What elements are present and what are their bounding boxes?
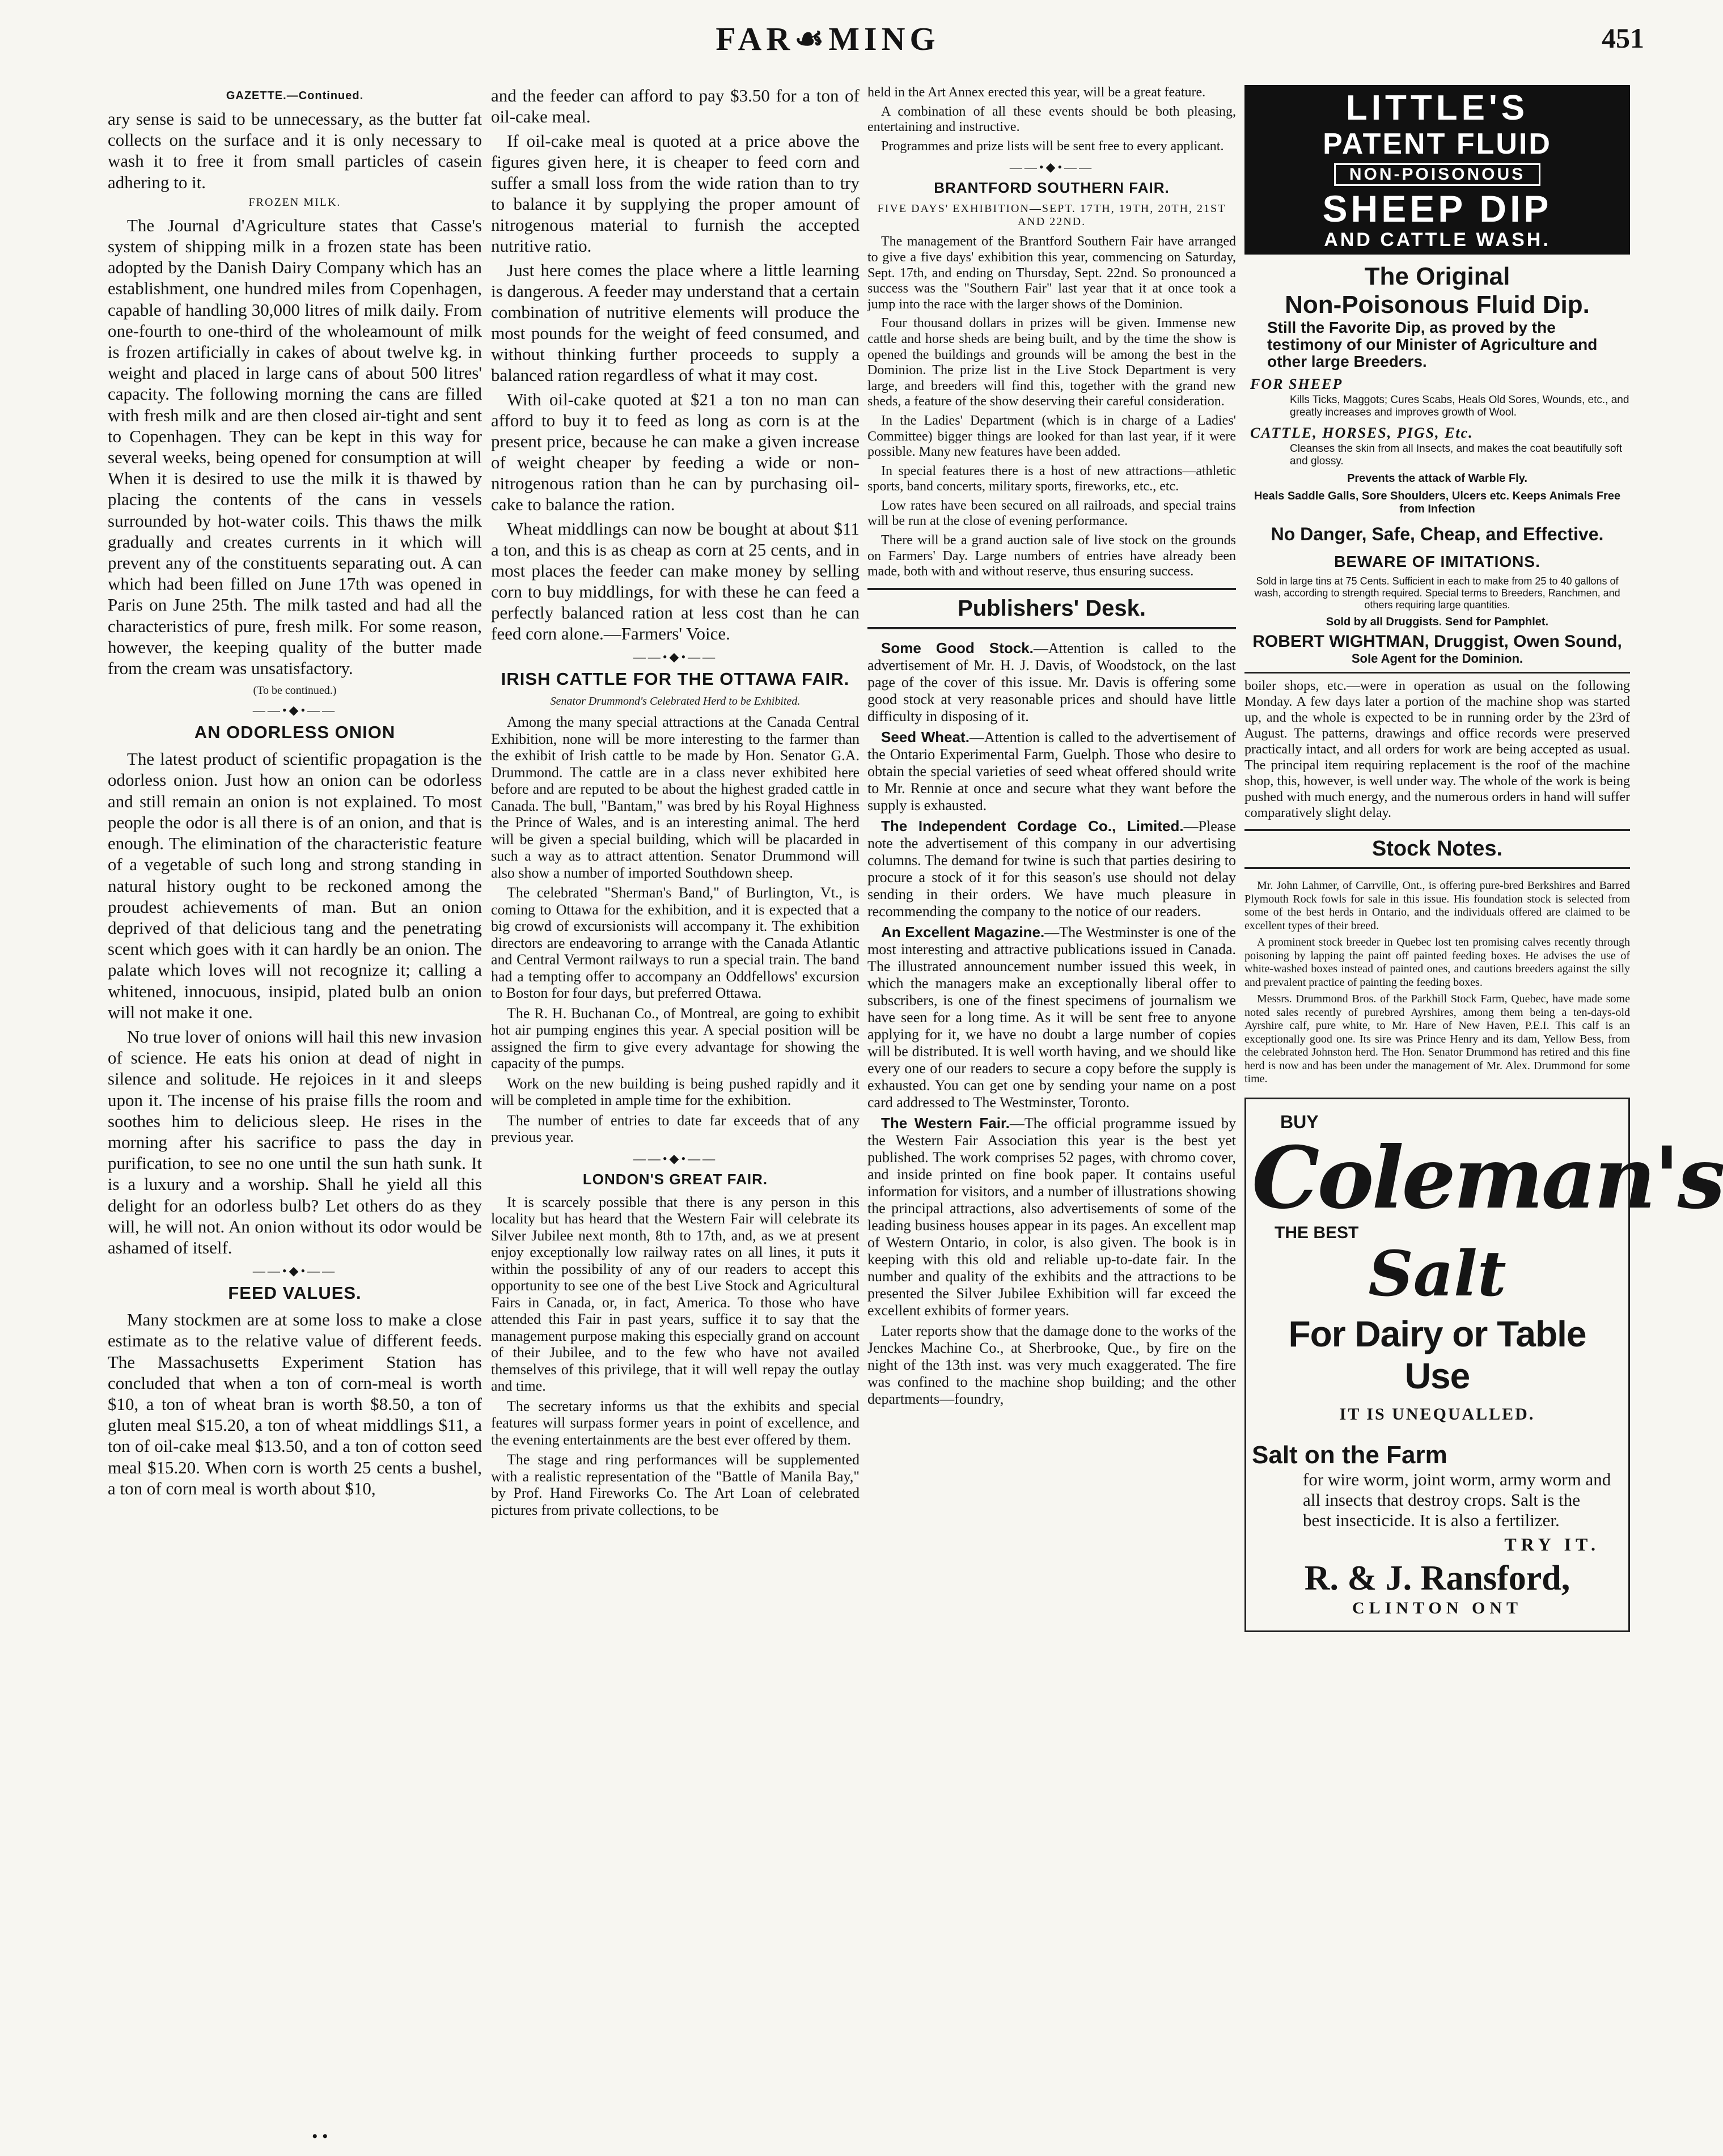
pub-item-lead: The Western Fair. bbox=[881, 1114, 1010, 1132]
divider: ——•◆•—— bbox=[633, 1151, 718, 1166]
to-be-continued: (To be continued.) bbox=[253, 684, 337, 697]
brantford-paragraph-5: Low rates have been secured on all railroads, and special trains will be run at the close of evening performance. bbox=[867, 498, 1236, 529]
ad-buy: BUY bbox=[1280, 1111, 1319, 1132]
london-paragraph-1: It is scarcely possible that there is any person in this locality but has heard that the Western Fair will celebrate its Silver Jubilee next month, 8th to 17th, and, as we at present enjoy exceptionally low railway rates on all lines, it puts it within the possibility of any of our readers to accept this opportunity to see one of the best Live Stock and Agricultural Fairs in Canada, or, in fact, America. To those who have attended this Fair in past years, suffice it to say that the management purpose making this especially grand on account of their Jubilee, and to the few who have not availed themselves of this privilege, that it will well repay the outlay and time. bbox=[491, 1193, 860, 1394]
irish-paragraph-4: Work on the new building is being pushed rapidly and it will be completed in ample time for the exhibition. bbox=[491, 1075, 860, 1108]
page-header bbox=[0, 19, 1656, 65]
ad-sheep-text: Kills Ticks, Maggots; Cures Scabs, Heals Old Sores, Wounds, etc., and greatly increases and improves growth of Wool. bbox=[1290, 394, 1629, 418]
programmes-paragraph: Programmes and prize lists will be sent free to every applicant. bbox=[881, 138, 1224, 154]
feed-values-paragraph: Many stockmen are at some loss to make a close estimate as to the relative value of different feeds. The Massachusetts Experiment Station has concluded that when a ton of corn-meal is worth $10, a ton of wheat bran is worth $8.50, a ton of gluten meal $15.20, a ton of wheat middlings $11, a ton of oil-cake meal $13.50, and a ton of cotton seed meal $15.20. When corn is worth 25 cents a bushel, a ton of corn meal is worth about $10, bbox=[108, 1310, 482, 1498]
pub-item-body: —Attention is called to the advertisement of the Ontario Experimental Farm, Guelph. Those who desire to obtain the special varieties of seed wheat offered should write to Mr. Rennie at once and secure what they want before the supply is exhausted. bbox=[867, 728, 1236, 814]
jenckes-paragraph: Later reports show that the damage done to the works of the Jenckes Machine Co., at Sherbrooke, Que., by fire on the night of the 13th inst. was very much exaggerated. The fire was confined to the machine shop building; and the other departments—foundry, bbox=[867, 1322, 1236, 1407]
irish-paragraph-1: Among the many special attractions at the Canada Central Exhibition, none will be more interesting to the farmer than the exhibit of Irish cattle to be made by Hon. Senator G.A. Drummond. The cattle are in a class never exhibited here before and are reputed to be about the highest graded cattle in Canada. The bull, "Bantam," was bred by his Royal Highness the Prince of Wales, and is an interesting animal. The herd will be given a special building, which will be placarded in such a way as to attract attention. Senator Drummond will also show a number of imported Southdown sheep. bbox=[491, 714, 860, 881]
footer-dots: • • bbox=[312, 2127, 328, 2146]
column-1 bbox=[108, 85, 482, 1502]
pub-item-body: —The Westminster is one of the most interesting and attractive publications issued in Canada. The illustrated announcement number issued this week, in which the managers make an exceptionally liberal offer to subscribers, is one of the finest specimens of journalism we have seen for a long time. As it will be sent free to anyone applying for it, we have no doubt a large number of copies will be distributed. It is well worth having, and we should like every one of our readers to secure a copy before the supply is exhausted. You can get one by sending your name on a post card addressed to The Westminster, Toronto. bbox=[867, 924, 1236, 1111]
ad-dairy-table: For Dairy or Table Use bbox=[1288, 1313, 1586, 1396]
onion-heading: AN ODORLESS ONION bbox=[194, 722, 396, 743]
stock-notes bbox=[1244, 879, 1630, 1086]
column-4 bbox=[1244, 85, 1723, 1632]
ad-salt-on-farm: Salt on the Farm bbox=[1252, 1441, 1447, 1469]
ad-favorite: Still the Favorite Dip, as proved by the testimony of our Minister of Agriculture and other large Breeders. bbox=[1267, 319, 1598, 370]
ad-try-it: TRY IT. bbox=[1504, 1534, 1600, 1554]
irish-paragraph-2: The celebrated "Sherman's Band," of Burlington, Vt., is coming to Ottawa for the exhibition, and it is expected that a big crowd of excursionists will accompany it. The exhibition directors are endeavoring to arrange with the Canada Atlantic and Central Vermont railways to run a special train. The band had a tempting offer to accompany an Oddfellows' excursion to Boston for four days, but preferred Ottawa. bbox=[491, 884, 860, 1001]
ad-the-best: THE BEST bbox=[1275, 1223, 1359, 1242]
pub-item-body: —The official programme issued by the Western Fair Association this year is the best yet published. The work comprises 52 pages, with chromo cover, and inside printed on fine book paper. It contains useful information for visitors, and a number of illustrations showing the principal attractions, also advertisements of some of the leading business houses appear in its pages. An excellent map of Western Ontario, in color, is also given. The book is in keeping with this old and reliable up-to-date fair. In the number and quality of the exhibits and the attractions to be presented the Silver Jubilee Exhibition will far exceed the excellent exhibits of former years. bbox=[867, 1115, 1236, 1319]
column-2 bbox=[491, 85, 860, 1522]
ad-clinton: CLINTON ONT bbox=[1352, 1598, 1522, 1617]
ad-for-sheep: FOR SHEEP bbox=[1250, 376, 1343, 392]
art-annex-paragraph: held in the Art Annex erected this year, will be a great feature. bbox=[867, 85, 1206, 100]
frozen-milk-heading: FROZEN MILK. bbox=[248, 196, 341, 209]
london-paragraph-2: The secretary informs us that the exhibits and special features will surpass former years in point of excellence, and the evening entertainments are the best ever offered by them. bbox=[491, 1397, 860, 1448]
ad-robert-wightman: ROBERT WIGHTMAN, Druggist, Owen Sound, bbox=[1252, 632, 1622, 651]
divider: ——•◆•—— bbox=[252, 703, 337, 718]
ad-cattle-heading: CATTLE, HORSES, PIGS, Etc. bbox=[1250, 425, 1474, 441]
ad-non-poisonous: NON-POISONOUS bbox=[1334, 163, 1540, 186]
ad-druggists: Sold by all Druggists. Send for Pamphlet. bbox=[1326, 616, 1549, 628]
pub-item-body: —Attention is called to the advertisement of Mr. H. J. Davis, of Woodstock, on the last page of the cover of this issue. Mr. Davis is offering some good stock at very reasonable prices and should have little difficulty in disposing of it. bbox=[867, 639, 1236, 725]
brantford-paragraph-3: In the Ladies' Department (which is in charge of a Ladies' Committee) bigger things are looked for than last year, if it were possible. Many new features have been added. bbox=[867, 413, 1236, 460]
divider: ——•◆•—— bbox=[1009, 160, 1094, 175]
jenckes-continued-paragraph: boiler shops, etc.—were in operation as usual on the following Monday. A few days later a portion of the machine shop was started up, and the whole is expected to be in running order by the 23rd of August. The patterns, drawings and office records were preserved practically intact, and all orders for work are being accepted as usual. The principal item requiring replacement is the roof of the machine shop, this, however, is well under way. The whole of the work is being pushed with much energy, and the numerous orders in hand will suffer comparatively slight delay. bbox=[1244, 679, 1630, 820]
irish-cattle-subheading: Senator Drummond's Celebrated Herd to be Exhibited. bbox=[550, 695, 801, 708]
page-number: 451 bbox=[1602, 22, 1644, 54]
brantford-heading: BRANTFORD SOUTHERN FAIR. bbox=[934, 179, 1170, 197]
jenckes-continued bbox=[1244, 672, 1630, 821]
pub-item-body: —Please note the advertisement of this company in our advertising columns. The demand for twine is such that parties desiring to procure a stock of it for this season's use should not delay sending in their orders. We have much pleasure in recommending the company to the notice of our readers. bbox=[867, 817, 1236, 920]
feed-paragraph-2: If oil-cake meal is quoted at a price above the figures given here, it is cheaper to feed corn and suffer a small loss from the wide ration than to try to balance it by supplying the proper amount of nitrogenous material to furnish the accepted nutritive ratio. bbox=[491, 131, 860, 256]
ad-colemans-logo: Coleman's bbox=[1252, 1128, 1723, 1228]
brantford-paragraph-6: There will be a grand auction sale of live stock on the grounds on Farmers' Day. Large numbers of entries have already been made, both with and without reserve, thus ensuring success. bbox=[867, 533, 1236, 579]
irish-paragraph-3: The R. H. Buchanan Co., of Montreal, are going to exhibit hot air pumping engines this year. A special position will be assigned the firm to give every advantage for showing the capacity of the pumps. bbox=[491, 1005, 860, 1071]
column-3 bbox=[867, 85, 1236, 1411]
brantford-paragraph-2: Four thousand dollars in prizes will be given. Immense new cattle and horse sheds are being built, and by the time the show is opened the buildings and grounds will be among the best in the Dominion. The prize list in the Live Stock Department is very large, and breeders will find this, together with the grand new sheds, a feature of the show deserving their careful consideration. bbox=[867, 316, 1236, 409]
stock-note-1: Mr. John Lahmer, of Carrville, Ont., is offering pure-bred Berkshires and Barred Plymouth Rock fowls for sale in this issue. His foundation stock is selected from some of the best herds in Ontario, and the individuals offered are claimed to be excellent types of their breed. bbox=[1244, 879, 1630, 932]
pub-item-lead: Seed Wheat. bbox=[881, 728, 970, 746]
frozen-milk-paragraph: The Journal d'Agriculture states that Casse's system of shipping milk in a frozen state has been adopted by the Danish Dairy Company which has an establishment, one hundred miles from Copenhagen, capable of handling 30,000 litres of milk daily. From one-fourth to one-third of the wholeamount of milk is frozen artificially in cakes of about twelve kg. in weight and placed in large cans of about 500 litres' capacity. The following morning the cans are filled with fresh milk and are then closed air-tight and sent to Copenhagen. They can be kept in this way for several weeks, being opened for consumption at will When it is desired to use the milk it is thawed by placing the contents of the cans in vessels surrounded by hot-water coils. This thaws the milk gradually and creates currents in it which will prevent any of the constituents separating out. A can which had been filled on June 17th was opened in Paris on June 25th. The milk tasted and had all the characteristics of pure, fresh milk. For some reason, however, the keeping quality of the butter made from the cream was unsatisfactory. bbox=[108, 215, 482, 679]
ad-patent-fluid: PATENT FLUID bbox=[1323, 128, 1552, 160]
london-paragraph-3: The stage and ring performances will be supplemented with a realistic representation of the "Battle of Manila Bay," by Prof. Hand Fireworks Co. The Art Loan of celebrated pictures from private collections, to be bbox=[491, 1451, 860, 1518]
onion-paragraph-1: The latest product of scientific propagation is the odorless onion. Just how an onion can be odorless and still remain an onion is not explained. To most people the odor is all there is of an onion, and that is enough. The elimination of the characteristic feature of a vegetable of such long and strong standing in natural history ought to be reckoned among the proudest achievements of man. But an onion deprived of that delicious tang and the penetrating scent which goes with it can hardly be an onion. The palate which loves will not recognize it; calling a whitened, innocuous, insipid, plated bulb an onion will not make it one. bbox=[108, 749, 482, 1022]
pub-item-lead: Some Good Stock. bbox=[881, 639, 1034, 656]
divider: ——•◆•—— bbox=[633, 650, 718, 664]
pub-item-lead: An Excellent Magazine. bbox=[881, 923, 1045, 941]
intro-paragraph: ary sense is said to be unnecessary, as the butter fat collects on the surface and it is only necessary to wash it to free it from small particles of casein adhering to it. bbox=[108, 109, 482, 192]
ad-warble-fly: Prevents the attack of Warble Fly. bbox=[1347, 472, 1527, 485]
irish-paragraph-5: The number of entries to date far exceeds that of any previous year. bbox=[491, 1112, 860, 1145]
ad-salt-logo: Salt bbox=[1368, 1236, 1506, 1310]
ad-cattle-text: Cleanses the skin from all Insects, and makes the coat beautifully soft and glossy. bbox=[1290, 443, 1623, 467]
brantford-paragraph-1: The management of the Brantford Southern Fair have arranged to give a five days' exhibition this year, commencing on Saturday, Sept. 17th, and ending on Thursday, Sept. 22nd. So pronounced a success was the "Southern Fair" last year that it at once took a jump into the race with the larger shows of the Dominion. bbox=[867, 234, 1236, 312]
ad-non-poisonous-dip: Non-Poisonous Fluid Dip. bbox=[1285, 291, 1590, 319]
ad-brand-name: LITTLE'S bbox=[1345, 88, 1529, 128]
stock-notes-heading: Stock Notes. bbox=[1244, 829, 1630, 869]
sheep-dip-ad-body bbox=[1244, 262, 1630, 666]
feed-paragraph-5: Wheat middlings can now be bought at about $11 a ton, and this is as cheap as corn at 25 cents, and in most places the feeder can make money by selling corn to buy middlings, for with these he can feed a perfectly balanced ration at less cost than he can feed corn alone.—Farmers' Voice. bbox=[491, 519, 860, 643]
stock-note-3: Messrs. Drummond Bros. of the Parkhill Stock Farm, Quebec, have made some noted sales recently of purebred Ayrshires, among them being a ten-days-old Ayrshire calf, pure white, to Mr. Hare of New Haven, P.E.I. This calf is an exceptionally good one. Its sire was Prince Henry and its dam, Yellow Bess, from the celebrated Johnston herd. The Hon. Senator Drummond has retired and this fine herd is now and has been under the management of Mr. Alex. Drummond for some time. bbox=[1244, 993, 1630, 1085]
feed-paragraph-4: With oil-cake quoted at $21 a ton no man can afford to buy it to feed as long as corn is at the present price, because he can make a given increase of weight cheaper by feeding a wide or non-nitrogenous ration than he can by purchasing oil-cake to balance the ration. bbox=[491, 389, 860, 514]
ad-ransford: R. & J. Ransford, bbox=[1304, 1558, 1570, 1598]
ad-salt-farm-text: for wire worm, joint worm, army worm and all insects that destroy crops. Salt is the best insecticide. It is also a fertilizer. bbox=[1303, 1469, 1611, 1530]
feed-paragraph-3: Just here comes the place where a little learning is dangerous. A feeder may understand that a certain combination of nutritive elements will produce the most pounds for the weight of feed consumed, and without thinking further proceeds to supply a balanced ration regardless of what it may cost. bbox=[491, 260, 860, 385]
brantford-subheading: FIVE DAYS' EXHIBITION—SEPT. 17TH, 19TH, 20TH, 21ST AND 22ND. bbox=[877, 202, 1226, 228]
ad-no-danger: No Danger, Safe, Cheap, and Effective. bbox=[1271, 524, 1604, 544]
ad-sheep-dip: SHEEP DIP bbox=[1322, 188, 1552, 230]
continued-label: GAZETTE.—Continued. bbox=[226, 90, 364, 102]
brantford-paragraph-4: In special features there is a host of new attractions—athletic sports, band concerts, military sports, fireworks, etc., etc. bbox=[867, 463, 1236, 494]
feed-cont-paragraph: and the feeder can afford to pay $3.50 for a ton of oil-cake meal. bbox=[491, 86, 860, 126]
pub-item-lead: The Independent Cordage Co., Limited. bbox=[881, 817, 1184, 835]
onion-paragraph-2: No true lover of onions will hail this new invasion of science. He eats his onion at dead of night in silence and solitude. He rejoices in it and sleeps upon it. The incense of his praise fills the room and soothes him to delicious sleep. He rises in the morning after his sacrifice to pass the day in purification, to see no one until the sun hath sunk. It is a luxury and a worship. Shall he yield all this delight for an odorless bulb? Let others do as they will, he will not. An onion without its odor would be ashamed of itself. bbox=[108, 1026, 482, 1257]
feed-values-heading: FEED VALUES. bbox=[228, 1283, 362, 1303]
divider: ——•◆•—— bbox=[252, 1264, 337, 1278]
sheep-dip-ad-banner bbox=[1244, 85, 1630, 255]
irish-cattle-heading: IRISH CATTLE FOR THE OTTAWA FAIR. bbox=[501, 669, 850, 689]
ad-original: The Original bbox=[1364, 262, 1510, 290]
ad-sole-agent: Sole Agent for the Dominion. bbox=[1351, 651, 1523, 666]
ad-cattle-wash: AND CATTLE WASH. bbox=[1324, 229, 1551, 251]
combination-paragraph: A combination of all these events should be both pleasing, entertaining and instructive. bbox=[867, 104, 1236, 135]
ad-sold-in-tins: Sold in large tins at 75 Cents. Sufficient in each to make from 25 to 40 gallons of wash, according to strength required. Special terms to Breeders, Ranchmen, and others requiring large quantities. bbox=[1254, 575, 1620, 611]
ad-unequalled: IT IS UNEQUALLED. bbox=[1339, 1404, 1535, 1424]
stock-note-2: A prominent stock breeder in Quebec lost ten promising calves recently through poisoning by lapping the paint off painted feeding boxes. He advises the use of white-washed boxes instead of painted ones, and cautions breeders against the silly and prevalent practice of painting the feeding boxes. bbox=[1244, 936, 1630, 989]
london-fair-heading: LONDON'S GREAT FAIR. bbox=[582, 1170, 768, 1188]
masthead-title: FAR☙MING bbox=[716, 20, 940, 57]
ad-beware: BEWARE OF IMITATIONS. bbox=[1334, 553, 1540, 570]
colemans-salt-ad bbox=[1244, 1098, 1723, 1632]
publishers-desk-heading: Publishers' Desk. bbox=[867, 588, 1236, 629]
ad-heals: Heals Saddle Galls, Sore Shoulders, Ulcers etc. Keeps Animals Free from Infection bbox=[1254, 490, 1621, 515]
